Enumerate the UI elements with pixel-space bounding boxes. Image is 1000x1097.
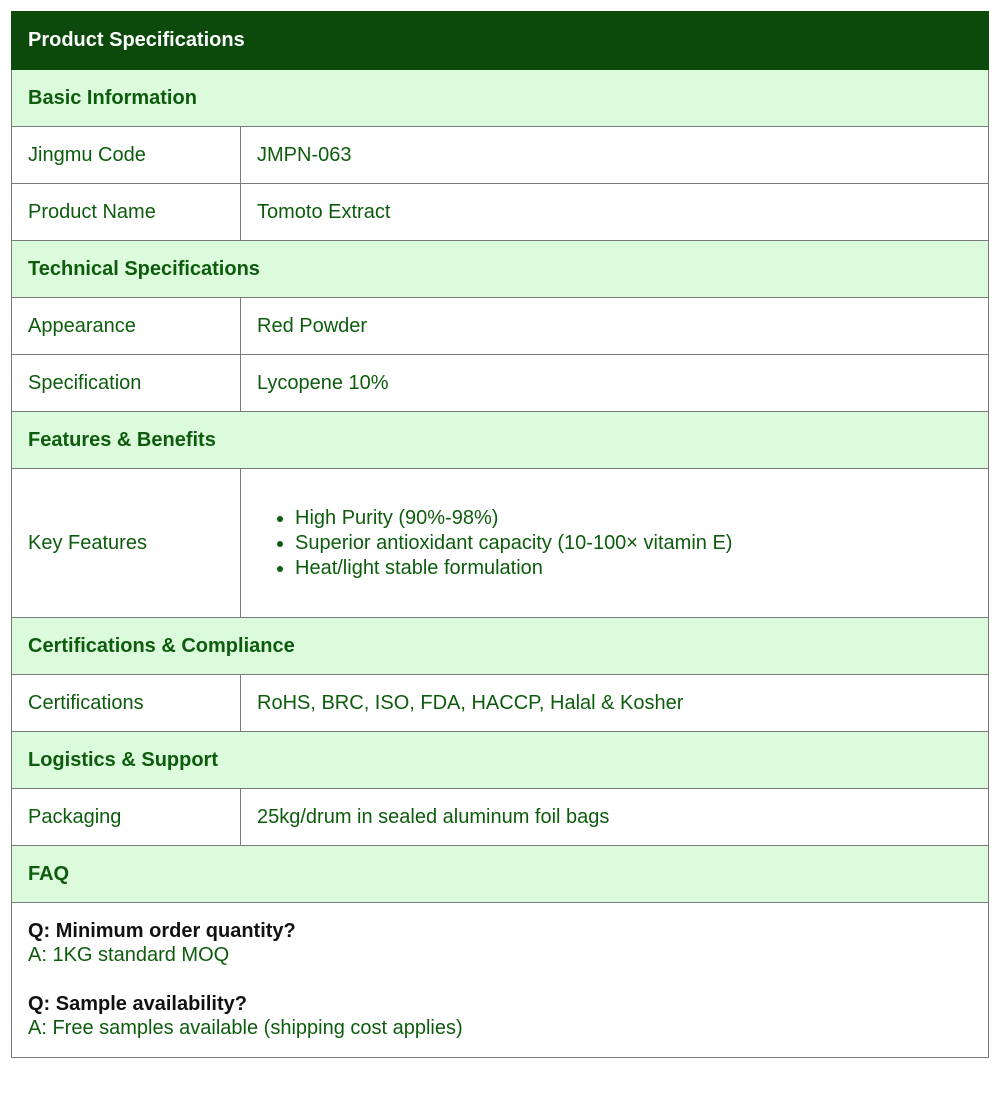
row-label: Product Name	[12, 184, 241, 241]
table-row	[12, 789, 989, 846]
row-value	[241, 469, 989, 618]
faq-question: Q: Sample availability?	[28, 993, 247, 1015]
faq-spacer	[28, 967, 972, 992]
row-label: Appearance	[12, 298, 241, 355]
section-logistics-support	[12, 732, 989, 789]
faq-content	[12, 903, 989, 1058]
section-heading: FAQ	[12, 846, 989, 903]
section-heading: Certifications & Compliance	[12, 618, 989, 675]
section-features-benefits	[12, 412, 989, 469]
row-label: Packaging	[12, 789, 241, 846]
table-title: Product Specifications	[12, 12, 989, 70]
faq-answer: A: Free samples available (shipping cost applies)	[28, 1017, 463, 1039]
row-value: Red Powder	[241, 298, 989, 355]
list-item: • Superior antioxidant capacity (10-100× vitamin E)	[295, 531, 972, 556]
row-value: Tomoto Extract	[241, 184, 989, 241]
row-value: 25kg/drum in sealed aluminum foil bags	[241, 789, 989, 846]
key-features-list	[257, 506, 972, 581]
list-item: • Heat/light stable formulation	[295, 556, 972, 581]
row-value: Lycopene 10%	[241, 355, 989, 412]
row-label: Specification	[12, 355, 241, 412]
table-row	[12, 298, 989, 355]
row-label: Certifications	[12, 675, 241, 732]
table-row	[12, 127, 989, 184]
section-heading: Technical Specifications	[12, 241, 989, 298]
table-row	[12, 469, 989, 618]
table-title-row	[12, 12, 989, 70]
section-basic-information	[12, 70, 989, 127]
section-heading: Basic Information	[12, 70, 989, 127]
section-technical-specifications	[12, 241, 989, 298]
product-specifications-table	[11, 11, 989, 1058]
row-label: Jingmu Code	[12, 127, 241, 184]
faq-row	[12, 903, 989, 1058]
section-certifications-compliance	[12, 618, 989, 675]
row-label: Key Features	[12, 469, 241, 618]
table-row	[12, 184, 989, 241]
row-value: JMPN-063	[241, 127, 989, 184]
section-heading: Features & Benefits	[12, 412, 989, 469]
faq-answer: A: 1KG standard MOQ	[28, 944, 230, 966]
list-item: • High Purity (90%-98%)	[295, 506, 972, 531]
section-heading: Logistics & Support	[12, 732, 989, 789]
table-row	[12, 675, 989, 732]
faq-question: Q: Minimum order quantity?	[28, 920, 296, 942]
row-value: RoHS, BRC, ISO, FDA, HACCP, Halal & Kosher	[241, 675, 989, 732]
table-row	[12, 355, 989, 412]
section-faq	[12, 846, 989, 903]
